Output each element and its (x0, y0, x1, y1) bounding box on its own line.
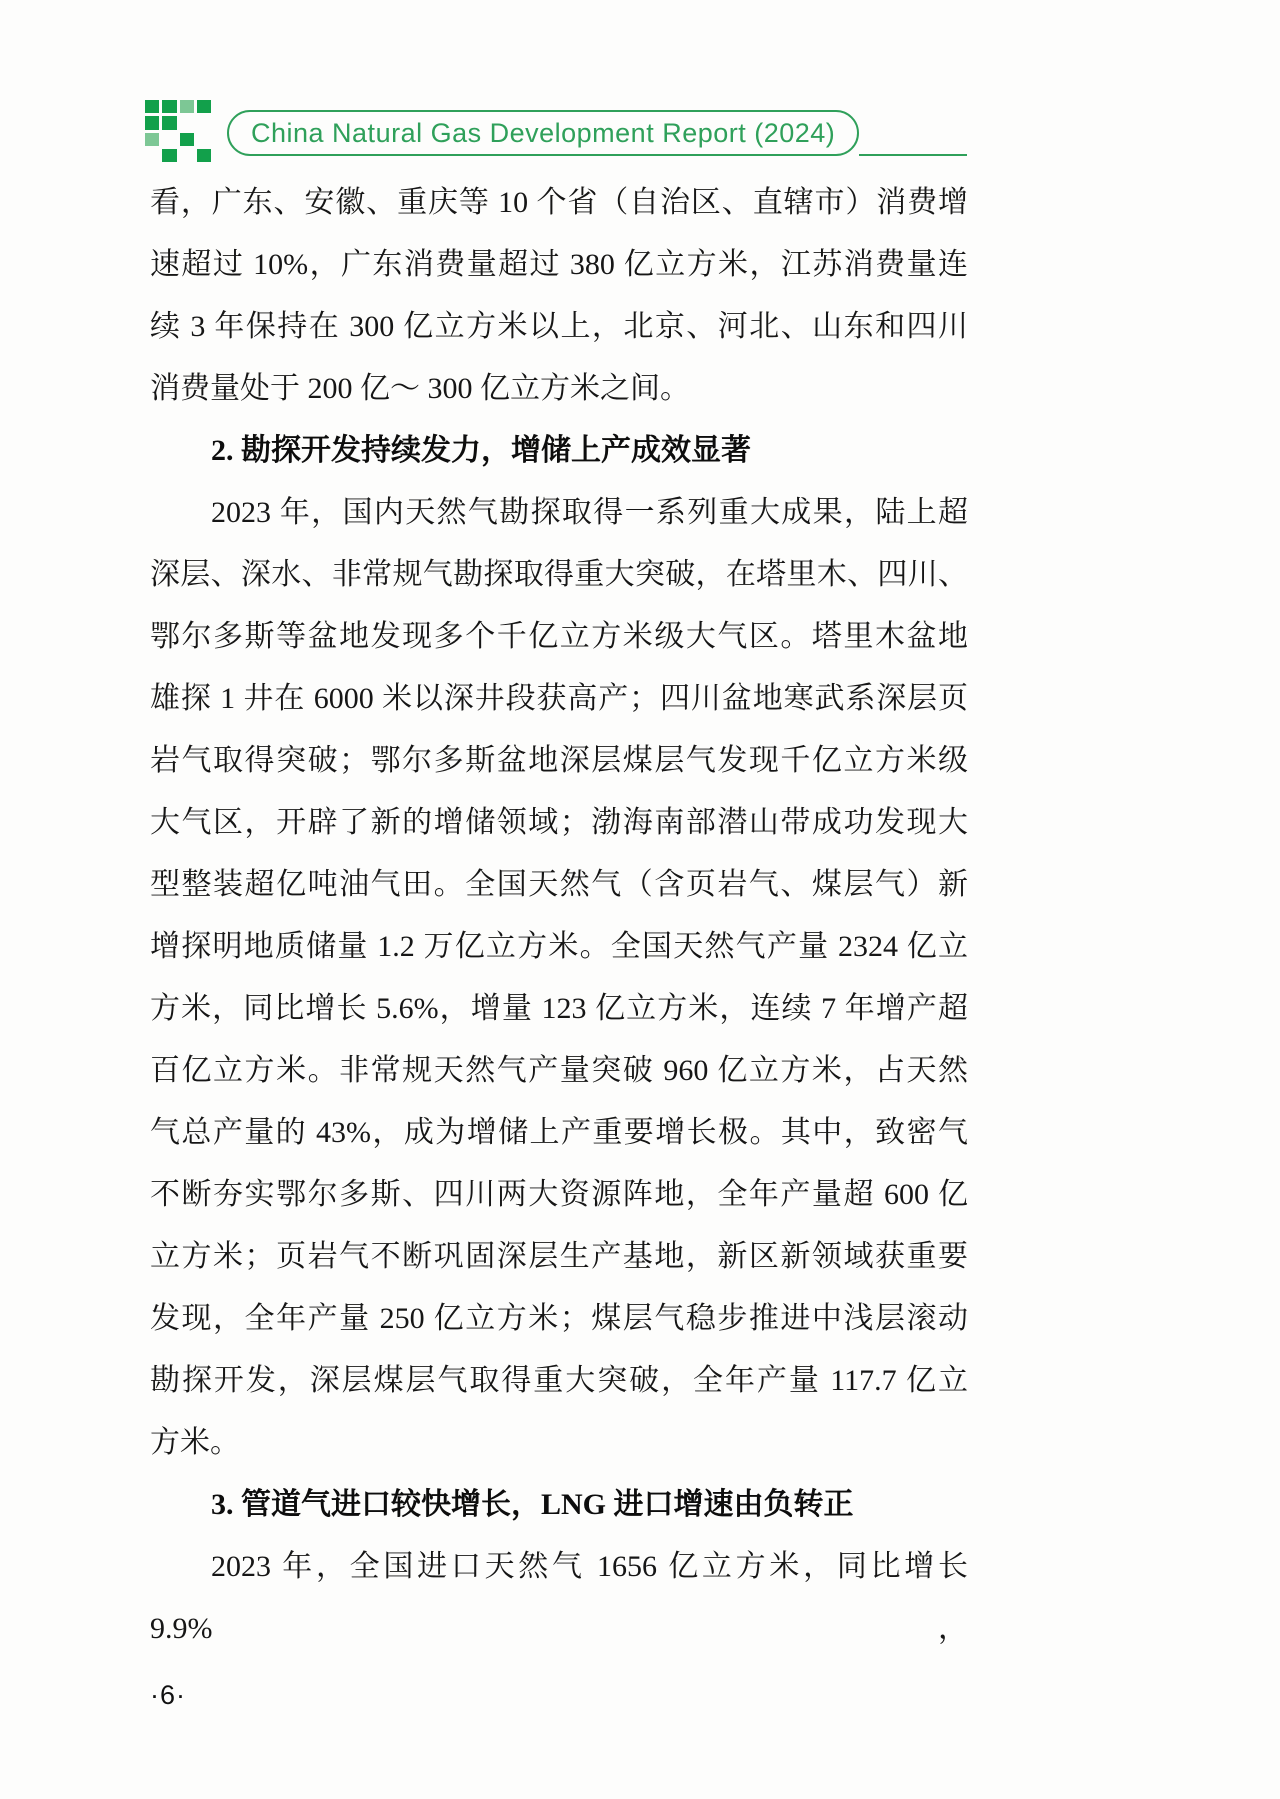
logo-cell (180, 100, 194, 113)
text-line: 勘探开发，深层煤层气取得重大突破，全年产量 117.7 亿立 (150, 1364, 968, 1397)
text-line: 消费量处于 200 亿～ 300 亿立方米之间。 (150, 372, 690, 405)
text-line: 鄂尔多斯等盆地发现多个千亿立方米级大气区。塔里木盆地 (150, 620, 968, 653)
header-rule (859, 110, 967, 156)
logo-cell (162, 133, 176, 146)
page-body-text (150, 172, 968, 1645)
logo-cell (197, 149, 211, 162)
logo-cell (162, 116, 176, 129)
text-line: 2023 年，全国进口天然气 1656 亿立方米，同比增长 9.9%， (150, 1550, 968, 1645)
logo-cell (180, 116, 194, 129)
logo-cell (180, 133, 194, 146)
text-line: 方米，同比增长 5.6%，增量 123 亿立方米，连续 7 年增产超 (150, 992, 968, 1025)
logo-cell (162, 100, 176, 113)
logo-cell (197, 133, 211, 146)
text-line: 发现，全年产量 250 亿立方米；煤层气稳步推进中浅层滚动 (150, 1302, 968, 1335)
logo-cell (145, 149, 159, 162)
report-logo-icon (145, 100, 211, 162)
report-title: China Natural Gas Development Report (2024) (251, 117, 836, 148)
text-line: 看，广东、安徽、重庆等 10 个省（自治区、直辖市）消费增 (150, 186, 968, 219)
section-heading: 3. 管道气进口较快增长，LNG 进口增速由负转正 (211, 1488, 854, 1521)
logo-cell (145, 133, 159, 146)
logo-cell (180, 149, 194, 162)
text-line: 深层、深水、非常规气勘探取得重大突破，在塔里木、四川、 (150, 558, 968, 591)
text-line: 气总产量的 43%，成为增储上产重要增长极。其中，致密气 (150, 1116, 968, 1149)
page-header (145, 100, 967, 156)
page-number: ·6· (150, 1680, 186, 1710)
text-line: 不断夯实鄂尔多斯、四川两大资源阵地，全年产量超 600 亿 (150, 1178, 968, 1211)
text-line: 立方米；页岩气不断巩固深层生产基地，新区新领域获重要 (150, 1240, 968, 1273)
report-title-badge (227, 110, 859, 156)
section-heading: 2. 勘探开发持续发力，增储上产成效显著 (211, 434, 751, 467)
text-line: 型整装超亿吨油气田。全国天然气（含页岩气、煤层气）新 (150, 868, 968, 901)
logo-cell (197, 100, 211, 113)
text-line: 岩气取得突破；鄂尔多斯盆地深层煤层气发现千亿立方米级 (150, 744, 968, 777)
logo-cell (197, 116, 211, 129)
text-line: 大气区，开辟了新的增储领域；渤海南部潜山带成功发现大 (150, 806, 968, 839)
text-line: 方米。 (150, 1426, 240, 1459)
text-line: 雄探 1 井在 6000 米以深井段获高产；四川盆地寒武系深层页 (150, 682, 968, 715)
text-line: 续 3 年保持在 300 亿立方米以上，北京、河北、山东和四川 (150, 310, 968, 343)
logo-cell (145, 116, 159, 129)
text-line: 增探明地质储量 1.2 万亿立方米。全国天然气产量 2324 亿立 (150, 930, 968, 963)
logo-cell (162, 149, 176, 162)
text-line: 速超过 10%，广东消费量超过 380 亿立方米，江苏消费量连 (150, 248, 968, 281)
logo-cell (145, 100, 159, 113)
text-line: 2023 年，国内天然气勘探取得一系列重大成果，陆上超 (211, 496, 968, 529)
text-line: 百亿立方米。非常规天然气产量突破 960 亿立方米，占天然 (150, 1054, 968, 1087)
